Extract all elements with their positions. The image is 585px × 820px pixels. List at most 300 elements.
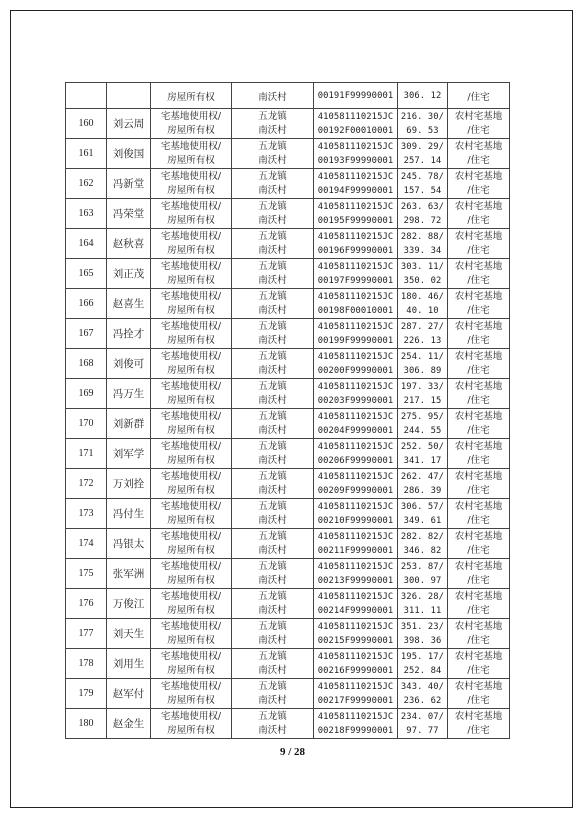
owner-name-cell: [107, 83, 151, 109]
location-cell: [232, 559, 314, 589]
usage-cell-line: /住宅: [467, 604, 490, 616]
location-cell-line: 南沃村: [258, 634, 287, 646]
usage-cell-line: 农村宅基地: [454, 680, 503, 692]
owner-name-cell: 刘军学: [107, 439, 151, 469]
unit-code-cell-line: 00206F99990001: [317, 455, 394, 466]
usage-cell-line: /住宅: [467, 394, 490, 406]
table-row: [66, 259, 510, 289]
area-cell-line: 262. 47/: [400, 471, 445, 482]
unit-code-cell: [314, 289, 398, 319]
usage-cell: [448, 529, 510, 559]
row-number-cell: 166: [66, 289, 107, 319]
area-cell-line: 326. 28/: [400, 591, 445, 602]
location-cell-line: 五龙镇: [258, 110, 287, 122]
row-number-cell: 167: [66, 319, 107, 349]
usage-cell-line: 农村宅基地: [454, 650, 503, 662]
owner-name-cell: 冯荣堂: [107, 199, 151, 229]
usage-cell: /住宅: [448, 83, 510, 109]
area-cell-line: 303. 11/: [400, 261, 445, 272]
right-type-cell: 房屋所有权: [151, 83, 232, 109]
right-type-cell-line: 房屋所有权: [167, 514, 215, 526]
location-cell: [232, 619, 314, 649]
location-cell-line: 南沃村: [258, 514, 287, 526]
right-type-cell-line: 房屋所有权: [167, 694, 215, 706]
table-row: [66, 649, 510, 679]
location-cell: [232, 499, 314, 529]
unit-code-cell: [314, 709, 398, 739]
area-cell: [398, 679, 448, 709]
right-type-cell-line: 宅基地使用权/: [160, 290, 222, 302]
right-type-cell: [151, 259, 232, 289]
usage-cell-line: /住宅: [467, 214, 490, 226]
area-cell-line: 263. 63/: [400, 201, 445, 212]
area-cell-line: 341. 17: [403, 455, 442, 466]
right-type-cell-line: 房屋所有权: [167, 274, 215, 286]
row-number-cell: 173: [66, 499, 107, 529]
usage-cell-line: /住宅: [467, 124, 490, 136]
right-type-cell-line: 房屋所有权: [167, 184, 215, 196]
area-cell: [398, 559, 448, 589]
unit-code-cell: [314, 439, 398, 469]
registry-table: [65, 82, 510, 739]
table-row: [66, 439, 510, 469]
usage-cell: [448, 379, 510, 409]
location-cell: [232, 589, 314, 619]
unit-code-cell-line: 410581110215JC: [317, 171, 394, 182]
right-type-cell-line: 宅基地使用权/: [160, 260, 222, 272]
usage-cell: [448, 109, 510, 139]
owner-name-cell: 冯万生: [107, 379, 151, 409]
owner-name-cell: 赵秋喜: [107, 229, 151, 259]
area-cell-line: 350. 02: [403, 275, 442, 286]
location-cell-line: 五龙镇: [258, 140, 287, 152]
unit-code-cell-line: 410581110215JC: [317, 681, 394, 692]
location-cell-line: 五龙镇: [258, 440, 287, 452]
usage-cell-line: 农村宅基地: [454, 230, 503, 242]
unit-code-cell: [314, 169, 398, 199]
area-cell-line: 69. 53: [406, 125, 439, 136]
usage-cell-line: /住宅: [467, 334, 490, 346]
location-cell-line: 南沃村: [258, 694, 287, 706]
unit-code-cell: [314, 649, 398, 679]
right-type-cell-line: 房屋所有权: [167, 214, 215, 226]
owner-name-cell: 冯付生: [107, 499, 151, 529]
usage-cell: [448, 289, 510, 319]
location-cell-line: 南沃村: [258, 304, 287, 316]
area-cell-line: 257. 14: [403, 155, 442, 166]
right-type-cell-line: 宅基地使用权/: [160, 170, 222, 182]
location-cell: [232, 649, 314, 679]
area-cell-line: 40. 10: [406, 305, 439, 316]
unit-code-cell-line: 410581110215JC: [317, 501, 394, 512]
right-type-cell-line: 房屋所有权: [167, 364, 215, 376]
right-type-cell-line: 宅基地使用权/: [160, 350, 222, 362]
right-type-cell: [151, 619, 232, 649]
usage-cell-line: 农村宅基地: [454, 590, 503, 602]
area-cell-line: 226. 13: [403, 335, 442, 346]
usage-cell: [448, 649, 510, 679]
right-type-cell-line: 宅基地使用权/: [160, 200, 222, 212]
area-cell-line: 236. 62: [403, 695, 442, 706]
location-cell: [232, 199, 314, 229]
unit-code-cell: 00191F99990001: [314, 83, 398, 109]
usage-cell-line: /住宅: [467, 574, 490, 586]
usage-cell-line: 农村宅基地: [454, 140, 503, 152]
unit-code-cell-line: 410581110215JC: [317, 591, 394, 602]
usage-cell-line: 农村宅基地: [454, 350, 503, 362]
owner-name-cell: 刘新群: [107, 409, 151, 439]
unit-code-cell-line: 00215F99990001: [317, 635, 394, 646]
location-cell-line: 南沃村: [258, 124, 287, 136]
row-number-cell: 174: [66, 529, 107, 559]
usage-cell: [448, 139, 510, 169]
area-cell-line: 244. 55: [403, 425, 442, 436]
owner-name-cell: 赵喜生: [107, 289, 151, 319]
area-cell-line: 216. 30/: [400, 111, 445, 122]
unit-code-cell-line: 410581110215JC: [317, 621, 394, 632]
unit-code-cell-line: 00193F99990001: [317, 155, 394, 166]
location-cell: [232, 439, 314, 469]
unit-code-cell: [314, 319, 398, 349]
usage-cell-line: 农村宅基地: [454, 560, 503, 572]
area-cell: [398, 589, 448, 619]
unit-code-cell-line: 00213F99990001: [317, 575, 394, 586]
location-cell-line: 南沃村: [258, 334, 287, 346]
area-cell: [398, 259, 448, 289]
right-type-cell-line: 宅基地使用权/: [160, 680, 222, 692]
usage-cell-line: 农村宅基地: [454, 710, 503, 722]
location-cell-line: 五龙镇: [258, 410, 287, 422]
usage-cell-line: 农村宅基地: [454, 410, 503, 422]
area-cell-line: 195. 17/: [400, 651, 445, 662]
row-number-cell: [66, 83, 107, 109]
row-number-cell: 170: [66, 409, 107, 439]
location-cell-line: 南沃村: [258, 484, 287, 496]
usage-cell-line: /住宅: [467, 424, 490, 436]
usage-cell-line: /住宅: [467, 184, 490, 196]
owner-name-cell: 刘天生: [107, 619, 151, 649]
location-cell-line: 南沃村: [258, 724, 287, 736]
unit-code-cell: [314, 499, 398, 529]
right-type-cell: [151, 289, 232, 319]
location-cell-line: 五龙镇: [258, 290, 287, 302]
location-cell-line: 五龙镇: [258, 560, 287, 572]
usage-cell-line: /住宅: [467, 694, 490, 706]
area-cell-line: 254. 11/: [400, 351, 445, 362]
location-cell-line: 南沃村: [258, 214, 287, 226]
right-type-cell-line: 房屋所有权: [167, 544, 215, 556]
right-type-cell: [151, 169, 232, 199]
table-row: [66, 529, 510, 559]
right-type-cell-line: 房屋所有权: [167, 334, 215, 346]
usage-cell-line: /住宅: [467, 484, 490, 496]
right-type-cell: [151, 409, 232, 439]
right-type-cell-line: 宅基地使用权/: [160, 470, 222, 482]
table-row: [66, 319, 510, 349]
unit-code-cell-line: 00197F99990001: [317, 275, 394, 286]
usage-cell-line: 农村宅基地: [454, 200, 503, 212]
table-row: [66, 109, 510, 139]
unit-code-cell: [314, 199, 398, 229]
location-cell-line: 五龙镇: [258, 380, 287, 392]
unit-code-cell-line: 410581110215JC: [317, 321, 394, 332]
right-type-cell: [151, 319, 232, 349]
row-number-cell: 164: [66, 229, 107, 259]
area-cell-line: 180. 46/: [400, 291, 445, 302]
right-type-cell-line: 房屋所有权: [167, 574, 215, 586]
area-cell: 306. 12: [398, 83, 448, 109]
usage-cell-line: 农村宅基地: [454, 290, 503, 302]
usage-cell: [448, 589, 510, 619]
right-type-cell: [151, 349, 232, 379]
unit-code-cell-line: 410581110215JC: [317, 291, 394, 302]
area-cell-line: 309. 29/: [400, 141, 445, 152]
right-type-cell: [151, 139, 232, 169]
location-cell-line: 五龙镇: [258, 260, 287, 272]
unit-code-cell-line: 410581110215JC: [317, 261, 394, 272]
row-number-cell: 161: [66, 139, 107, 169]
area-cell: [398, 289, 448, 319]
usage-cell: [448, 559, 510, 589]
usage-cell: [448, 319, 510, 349]
location-cell: [232, 289, 314, 319]
unit-code-cell-line: 410581110215JC: [317, 561, 394, 572]
owner-name-cell: 赵金生: [107, 709, 151, 739]
area-cell-line: 398. 36: [403, 635, 442, 646]
location-cell-line: 南沃村: [258, 394, 287, 406]
unit-code-cell-line: 00210F99990001: [317, 515, 394, 526]
unit-code-cell-line: 00192F00010001: [317, 125, 394, 136]
unit-code-cell-line: 00204F99990001: [317, 425, 394, 436]
usage-cell-line: 农村宅基地: [454, 530, 503, 542]
table-row: [66, 139, 510, 169]
owner-name-cell: 冯新堂: [107, 169, 151, 199]
location-cell-line: 五龙镇: [258, 710, 287, 722]
unit-code-cell-line: 00199F99990001: [317, 335, 394, 346]
location-cell-line: 五龙镇: [258, 320, 287, 332]
unit-code-cell-line: 410581110215JC: [317, 111, 394, 122]
row-number-cell: 163: [66, 199, 107, 229]
right-type-cell-line: 宅基地使用权/: [160, 380, 222, 392]
row-number-cell: 180: [66, 709, 107, 739]
table-row: [66, 709, 510, 739]
table-row: [66, 409, 510, 439]
right-type-cell-line: 宅基地使用权/: [160, 410, 222, 422]
area-cell-line: 311. 11: [403, 605, 442, 616]
usage-cell-line: 农村宅基地: [454, 170, 503, 182]
right-type-cell-line: 宅基地使用权/: [160, 500, 222, 512]
right-type-cell: [151, 109, 232, 139]
table-row: [66, 349, 510, 379]
usage-cell-line: 农村宅基地: [454, 380, 503, 392]
right-type-cell-line: 房屋所有权: [167, 424, 215, 436]
location-cell-line: 南沃村: [258, 574, 287, 586]
row-number-cell: 160: [66, 109, 107, 139]
usage-cell: [448, 169, 510, 199]
area-cell: [398, 319, 448, 349]
location-cell-line: 五龙镇: [258, 470, 287, 482]
right-type-cell-line: 房屋所有权: [167, 244, 215, 256]
table-row: [66, 83, 510, 109]
unit-code-cell: [314, 559, 398, 589]
location-cell: [232, 409, 314, 439]
unit-code-cell: [314, 469, 398, 499]
location-cell-line: 南沃村: [258, 424, 287, 436]
row-number-cell: 168: [66, 349, 107, 379]
unit-code-cell: [314, 109, 398, 139]
right-type-cell: [151, 199, 232, 229]
usage-cell-line: /住宅: [467, 514, 490, 526]
usage-cell: [448, 199, 510, 229]
unit-code-cell-line: 00211F99990001: [317, 545, 394, 556]
area-cell-line: 349. 61: [403, 515, 442, 526]
row-number-cell: 176: [66, 589, 107, 619]
location-cell: [232, 709, 314, 739]
location-cell: [232, 229, 314, 259]
table-row: [66, 559, 510, 589]
owner-name-cell: 刘俊国: [107, 139, 151, 169]
right-type-cell-line: 房屋所有权: [167, 604, 215, 616]
location-cell: [232, 109, 314, 139]
usage-cell-line: /住宅: [467, 664, 490, 676]
area-cell-line: 298. 72: [403, 215, 442, 226]
location-cell: [232, 469, 314, 499]
location-cell-line: 南沃村: [258, 244, 287, 256]
usage-cell: [448, 619, 510, 649]
owner-name-cell: 刘云周: [107, 109, 151, 139]
area-cell-line: 234. 07/: [400, 711, 445, 722]
unit-code-cell-line: 00214F99990001: [317, 605, 394, 616]
unit-code-cell: [314, 139, 398, 169]
right-type-cell-line: 房屋所有权: [167, 484, 215, 496]
location-cell-line: 南沃村: [258, 274, 287, 286]
unit-code-cell-line: 00217F99990001: [317, 695, 394, 706]
usage-cell-line: /住宅: [467, 724, 490, 736]
area-cell: [398, 709, 448, 739]
area-cell: [398, 619, 448, 649]
row-number-cell: 171: [66, 439, 107, 469]
location-cell: 南沃村: [232, 83, 314, 109]
usage-cell: [448, 349, 510, 379]
right-type-cell: [151, 679, 232, 709]
unit-code-cell-line: 00195F99990001: [317, 215, 394, 226]
owner-name-cell: 刘俊可: [107, 349, 151, 379]
usage-cell: [448, 679, 510, 709]
area-cell-line: 275. 95/: [400, 411, 445, 422]
table-row: [66, 679, 510, 709]
row-number-cell: 177: [66, 619, 107, 649]
area-cell: [398, 229, 448, 259]
area-cell: [398, 499, 448, 529]
owner-name-cell: 张军洲: [107, 559, 151, 589]
right-type-cell-line: 房屋所有权: [167, 454, 215, 466]
usage-cell-line: /住宅: [467, 634, 490, 646]
area-cell-line: 287. 27/: [400, 321, 445, 332]
unit-code-cell-line: 410581110215JC: [317, 711, 394, 722]
table-row: [66, 379, 510, 409]
table-row: [66, 499, 510, 529]
owner-name-cell: 万刘拴: [107, 469, 151, 499]
right-type-cell-line: 房屋所有权: [167, 304, 215, 316]
right-type-cell: [151, 499, 232, 529]
location-cell-line: 南沃村: [258, 454, 287, 466]
location-cell: [232, 139, 314, 169]
row-number-cell: 169: [66, 379, 107, 409]
right-type-cell-line: 宅基地使用权/: [160, 230, 222, 242]
area-cell: [398, 409, 448, 439]
unit-code-cell: [314, 229, 398, 259]
unit-code-cell-line: 410581110215JC: [317, 141, 394, 152]
area-cell-line: 339. 34: [403, 245, 442, 256]
owner-name-cell: 刘用生: [107, 649, 151, 679]
usage-cell-line: /住宅: [467, 244, 490, 256]
right-type-cell: [151, 709, 232, 739]
area-cell-line: 346. 82: [403, 545, 442, 556]
area-cell: [398, 649, 448, 679]
unit-code-cell-line: 410581110215JC: [317, 471, 394, 482]
table-row: [66, 469, 510, 499]
location-cell: [232, 529, 314, 559]
unit-code-cell-line: 410581110215JC: [317, 531, 394, 542]
area-cell: [398, 139, 448, 169]
usage-cell: [448, 229, 510, 259]
area-cell-line: 286. 39: [403, 485, 442, 496]
location-cell-line: 五龙镇: [258, 590, 287, 602]
right-type-cell: [151, 379, 232, 409]
usage-cell-line: 农村宅基地: [454, 440, 503, 452]
right-type-cell-line: 宅基地使用权/: [160, 620, 222, 632]
table-row: [66, 199, 510, 229]
table-row: [66, 169, 510, 199]
right-type-cell: [151, 649, 232, 679]
location-cell-line: 五龙镇: [258, 620, 287, 632]
unit-code-cell: [314, 379, 398, 409]
usage-cell: [448, 439, 510, 469]
usage-cell-line: /住宅: [467, 364, 490, 376]
right-type-cell-line: 宅基地使用权/: [160, 320, 222, 332]
row-number-cell: 175: [66, 559, 107, 589]
right-type-cell-line: 宅基地使用权/: [160, 110, 222, 122]
location-cell-line: 五龙镇: [258, 170, 287, 182]
usage-cell: [448, 259, 510, 289]
unit-code-cell: [314, 409, 398, 439]
unit-code-cell: [314, 619, 398, 649]
table-row: [66, 229, 510, 259]
usage-cell: [448, 499, 510, 529]
usage-cell-line: /住宅: [467, 304, 490, 316]
unit-code-cell-line: 410581110215JC: [317, 441, 394, 452]
location-cell: [232, 169, 314, 199]
right-type-cell-line: 房屋所有权: [167, 664, 215, 676]
owner-name-cell: 冯拴才: [107, 319, 151, 349]
right-type-cell: [151, 469, 232, 499]
location-cell-line: 五龙镇: [258, 500, 287, 512]
area-cell-line: 252. 84: [403, 665, 442, 676]
unit-code-cell: [314, 589, 398, 619]
right-type-cell: [151, 229, 232, 259]
right-type-cell-line: 宅基地使用权/: [160, 440, 222, 452]
owner-name-cell: 赵军付: [107, 679, 151, 709]
location-cell: [232, 319, 314, 349]
area-cell-line: 252. 50/: [400, 441, 445, 452]
unit-code-cell-line: 410581110215JC: [317, 201, 394, 212]
location-cell: [232, 349, 314, 379]
page-number: 9 / 28: [279, 746, 306, 758]
area-cell-line: 351. 23/: [400, 621, 445, 632]
row-number-cell: 178: [66, 649, 107, 679]
area-cell: [398, 379, 448, 409]
location-cell: [232, 679, 314, 709]
